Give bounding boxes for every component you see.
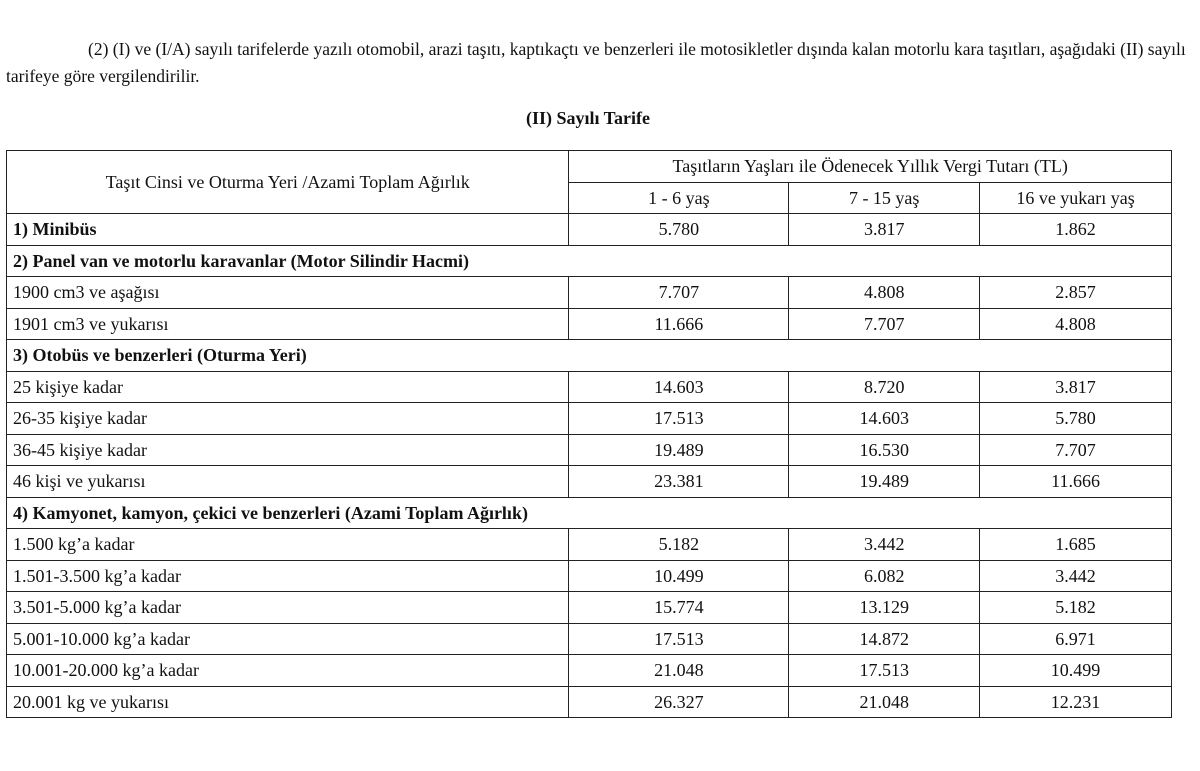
tax-value-cell: 11.666 xyxy=(569,308,789,340)
tax-value-cell: 7.707 xyxy=(980,434,1172,466)
tax-value-cell: 6.971 xyxy=(980,623,1172,655)
tax-value-cell: 14.603 xyxy=(569,371,789,403)
tax-value-cell: 17.513 xyxy=(569,403,789,435)
tax-value-cell: 17.513 xyxy=(569,623,789,655)
row-label: 3.501-5.000 kg’a kadar xyxy=(7,592,569,624)
row-label: 10.001-20.000 kg’a kadar xyxy=(7,655,569,687)
tax-value-cell: 7.707 xyxy=(569,277,789,309)
tax-value-cell: 23.381 xyxy=(569,466,789,498)
tax-value-cell: 2.857 xyxy=(980,277,1172,309)
tax-value-cell: 26.327 xyxy=(569,686,789,718)
tax-value-cell: 14.872 xyxy=(789,623,980,655)
tax-value-cell: 1.685 xyxy=(980,529,1172,561)
tax-value-cell: 3.442 xyxy=(789,529,980,561)
tax-value-cell: 13.129 xyxy=(789,592,980,624)
tax-value-cell: 16.530 xyxy=(789,434,980,466)
table-row xyxy=(7,371,1172,403)
row-label: 46 kişi ve yukarısı xyxy=(7,466,569,498)
section-row xyxy=(7,340,1172,372)
tax-value-cell: 3.442 xyxy=(980,560,1172,592)
table-row xyxy=(7,623,1172,655)
row-label: 1) Minibüs xyxy=(7,214,569,246)
tax-value-cell: 15.774 xyxy=(569,592,789,624)
table-body xyxy=(7,214,1172,718)
tax-value-cell: 10.499 xyxy=(569,560,789,592)
row-label: 5.001-10.000 kg’a kadar xyxy=(7,623,569,655)
table-row xyxy=(7,529,1172,561)
tariff-table xyxy=(6,150,1172,718)
tax-value-cell: 6.082 xyxy=(789,560,980,592)
tax-value-cell: 19.489 xyxy=(789,466,980,498)
tax-value-cell: 17.513 xyxy=(789,655,980,687)
table-row xyxy=(7,466,1172,498)
tax-value-cell: 11.666 xyxy=(980,466,1172,498)
vehicle-type-header: Taşıt Cinsi ve Oturma Yeri /Azami Toplam Ağırlık xyxy=(7,151,569,214)
row-label: 26-35 kişiye kadar xyxy=(7,403,569,435)
section-label: 2) Panel van ve motorlu karavanlar (Motor Silindir Hacmi) xyxy=(7,245,1172,277)
tax-value-cell: 12.231 xyxy=(980,686,1172,718)
section-row xyxy=(7,497,1172,529)
tax-value-cell: 5.182 xyxy=(980,592,1172,624)
tax-value-cell: 10.499 xyxy=(980,655,1172,687)
table-caption: (II) Sayılı Tarife xyxy=(525,108,650,128)
tax-value-cell: 5.780 xyxy=(980,403,1172,435)
table-header xyxy=(7,151,1172,214)
tax-value-cell: 21.048 xyxy=(789,686,980,718)
table-row xyxy=(7,403,1172,435)
row-label: 1.500 kg’a kadar xyxy=(7,529,569,561)
tax-value-cell: 3.817 xyxy=(980,371,1172,403)
table-row xyxy=(7,655,1172,687)
tax-value-cell: 19.489 xyxy=(569,434,789,466)
row-label: 1.501-3.500 kg’a kadar xyxy=(7,560,569,592)
section-label: 3) Otobüs ve benzerleri (Oturma Yeri) xyxy=(7,340,1172,372)
table-row xyxy=(7,560,1172,592)
row-label: 1901 cm3 ve yukarısı xyxy=(7,308,569,340)
section-row xyxy=(7,245,1172,277)
table-row xyxy=(7,214,1172,246)
tax-value-cell: 5.780 xyxy=(569,214,789,246)
table-row xyxy=(7,277,1172,309)
intro-paragraph xyxy=(6,36,1192,90)
intro-text: (2) (I) ve (I/A) sayılı tarifelerde yazılı otomobil, arazi taşıtı, kaptıkaçtı ve benzerleri ile motosikletler dışında kalan motorlu kara taşıtları, aşağıdaki (II) sayılı tarifeye göre vergilendirilir. xyxy=(6,39,1186,86)
row-label: 36-45 kişiye kadar xyxy=(7,434,569,466)
tax-value-cell: 7.707 xyxy=(789,308,980,340)
tax-value-cell: 8.720 xyxy=(789,371,980,403)
tax-value-cell: 1.862 xyxy=(980,214,1172,246)
tax-value-cell: 4.808 xyxy=(789,277,980,309)
age-col-header: 1 - 6 yaş xyxy=(569,182,789,214)
row-label: 20.001 kg ve yukarısı xyxy=(7,686,569,718)
table-row xyxy=(7,434,1172,466)
age-col-header: 16 ve yukarı yaş xyxy=(980,182,1172,214)
table-row xyxy=(7,686,1172,718)
tax-value-cell: 14.603 xyxy=(789,403,980,435)
tax-value-cell: 5.182 xyxy=(569,529,789,561)
tax-value-cell: 21.048 xyxy=(569,655,789,687)
tax-value-cell: 3.817 xyxy=(789,214,980,246)
age-col-header: 7 - 15 yaş xyxy=(789,182,980,214)
tax-value-cell: 4.808 xyxy=(980,308,1172,340)
row-label: 1900 cm3 ve aşağısı xyxy=(7,277,569,309)
table-row xyxy=(7,592,1172,624)
table-row xyxy=(7,308,1172,340)
row-label: 25 kişiye kadar xyxy=(7,371,569,403)
tax-amount-group-header: Taşıtların Yaşları ile Ödenecek Yıllık Vergi Tutarı (TL) xyxy=(569,151,1172,183)
section-label: 4) Kamyonet, kamyon, çekici ve benzerleri (Azami Toplam Ağırlık) xyxy=(7,497,1172,529)
